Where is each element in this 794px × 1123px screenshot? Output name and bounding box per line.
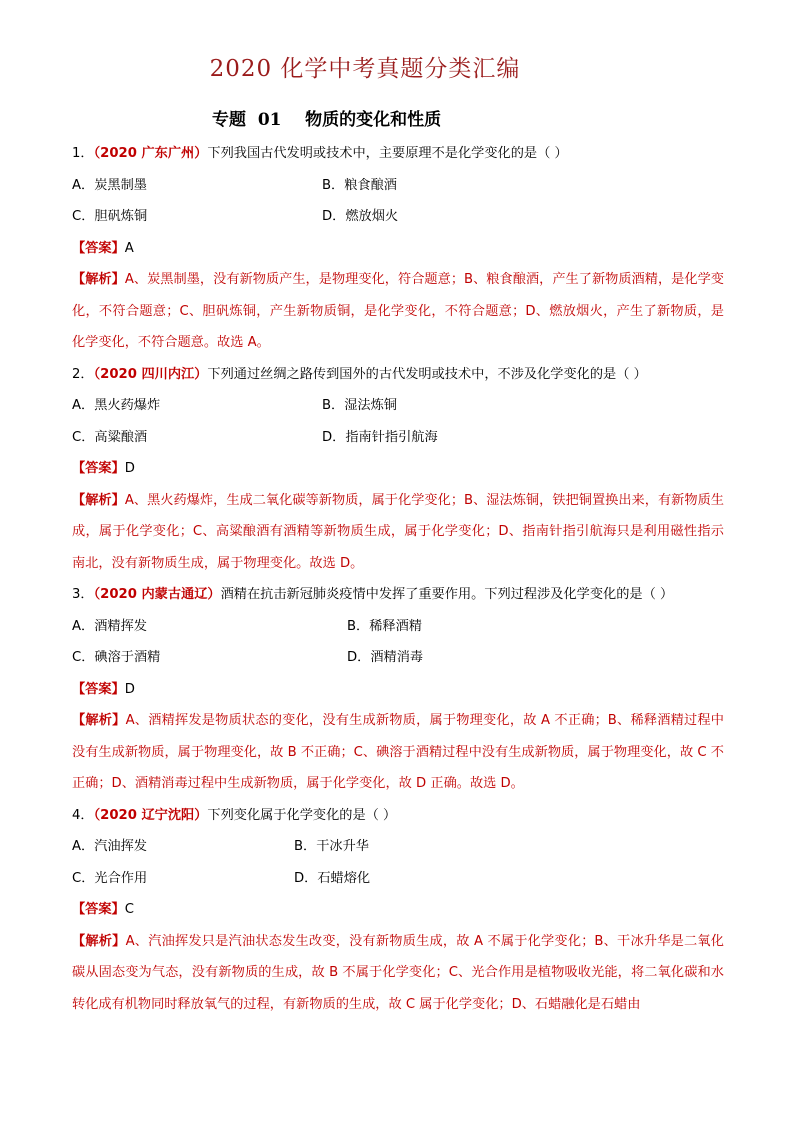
explanation-text: A、黑火药爆炸，生成二氧化碳等新物质，属于化学变化；B、湿法炼铜，铁把铜置换出来，有新物质生成，属于化学变化；C、高粱酿酒有酒精等新物质生成，属于化学变化；D、指南针指引航海只是利用磁性指示南北，没有新物质生成，属于物理变化。故选 D。 xyxy=(72,492,724,571)
topic-heading: 专题 01 物质的变化和性质 xyxy=(212,110,442,130)
answer-line xyxy=(72,233,724,265)
answer-label: 【答案】 xyxy=(72,902,125,917)
explanation xyxy=(72,485,724,580)
answer-value: D xyxy=(124,461,135,476)
question-stem xyxy=(72,359,724,391)
option-c: C．光合作用 xyxy=(72,870,148,886)
explanation-text: A、炭黑制墨，没有新物质产生，是物理变化，符合题意；B、粮食酿酒，产生了新物质酒精，是化学变化，不符合题意；C、胆矾炼铜，产生新物质铜，是化学变化，不符合题意；D、燃放烟火，产生了新物质，是化学变化，不符合题意。故选 A。 xyxy=(72,272,724,350)
explanation-label: 【解析】 xyxy=(72,933,126,949)
question-3 xyxy=(72,579,724,800)
question-4 xyxy=(72,800,724,1021)
option-d: D．酒精消毒 xyxy=(347,650,424,665)
option-b: B．稀释酒精 xyxy=(347,618,422,634)
question-1 xyxy=(72,138,724,359)
explanation-text: A、酒精挥发是物质状态的变化，没有生成新物质，属于物理变化，故 A 不正确；B、稀释酒精过程中没有生成新物质，属于物理变化，故 B 不正确；C、碘溶于酒精过程中没有生成新物质，属于物理变化，故 C 不正确；D、酒精消毒过程中生成新物质，属于化学变化，故 D 正确。故选 D。 xyxy=(72,713,724,791)
question-stem xyxy=(72,579,724,611)
option-b: B．粮食酿酒 xyxy=(322,177,397,193)
option-d: D．燃放烟火 xyxy=(322,209,399,224)
question-stem xyxy=(72,138,724,170)
question-text: 下列我国古代发明或技术中，主要原理不是化学变化的是（ ） xyxy=(207,146,568,161)
option-d: D．指南针指引航海 xyxy=(322,429,438,445)
options-row xyxy=(72,611,724,643)
option-b: B．干冰升华 xyxy=(294,839,369,854)
explanation-text: A、汽油挥发只是汽油状态发生改变，没有新物质生成，故 A 不属于化学变化；B、干冰升华是二氧化碳从固态变为气态，没有新物质的生成，故 B 不属于化学变化；C、光合作用是植物吸收光能，将二氧化碳和水转化成有机物同时释放氧气的过程，有新物质的生成，故 C 属于化学变化；D、石蜡融化是石蜡由 xyxy=(72,933,724,1012)
question-number: 1． xyxy=(72,146,94,161)
option-c: C．胆矾炼铜 xyxy=(72,209,148,224)
question-number: 4． xyxy=(72,807,94,823)
options-row xyxy=(72,863,724,895)
question-source: （2020 四川内江） xyxy=(93,366,208,382)
question-source: （2020 内蒙古通辽） xyxy=(93,587,221,602)
option-b: B．湿法炼铜 xyxy=(322,398,397,413)
question-list xyxy=(72,138,724,1020)
option-a: A．酒精挥发 xyxy=(72,618,147,634)
explanation xyxy=(72,926,724,1021)
answer-line xyxy=(72,894,724,926)
answer-line xyxy=(72,453,724,485)
answer-label: 【答案】 xyxy=(72,461,125,476)
question-source: （2020 辽宁沈阳） xyxy=(93,807,208,823)
explanation-label: 【解析】 xyxy=(72,492,125,508)
explanation xyxy=(72,264,724,359)
question-2 xyxy=(72,359,724,580)
option-a: A．黑火药爆炸 xyxy=(72,398,161,413)
explanation-label: 【解析】 xyxy=(72,272,125,287)
answer-label: 【答案】 xyxy=(72,681,125,697)
answer-value: C xyxy=(124,902,134,917)
question-stem xyxy=(72,800,724,832)
options-row xyxy=(72,422,724,454)
question-text: 下列通过丝绸之路传到国外的古代发明或技术中，不涉及化学变化的是（ ） xyxy=(207,366,647,382)
question-number: 2． xyxy=(72,366,94,382)
document-title: 2020 化学中考真题分类汇编 xyxy=(209,56,521,82)
options-row xyxy=(72,390,724,422)
question-number: 3． xyxy=(72,587,94,602)
answer-label: 【答案】 xyxy=(72,240,125,256)
option-a: A．汽油挥发 xyxy=(72,839,147,854)
question-text: 下列变化属于化学变化的是（ ） xyxy=(207,807,397,823)
answer-value: D xyxy=(124,681,135,697)
explanation xyxy=(72,705,724,800)
answer-value: A xyxy=(124,240,134,256)
option-a: A．炭黑制墨 xyxy=(72,177,147,193)
options-row xyxy=(72,831,724,863)
options-row xyxy=(72,201,724,233)
option-d: D．石蜡熔化 xyxy=(294,870,371,886)
option-c: C．高粱酿酒 xyxy=(72,429,148,445)
option-c: C．碘溶于酒精 xyxy=(72,650,161,665)
question-source: （2020 广东广州） xyxy=(93,146,208,161)
explanation-label: 【解析】 xyxy=(72,713,126,728)
options-row xyxy=(72,642,724,674)
answer-line xyxy=(72,674,724,706)
options-row xyxy=(72,170,724,202)
question-text: 酒精在抗击新冠肺炎疫情中发挥了重要作用。下列过程涉及化学变化的是（ ） xyxy=(220,587,674,602)
